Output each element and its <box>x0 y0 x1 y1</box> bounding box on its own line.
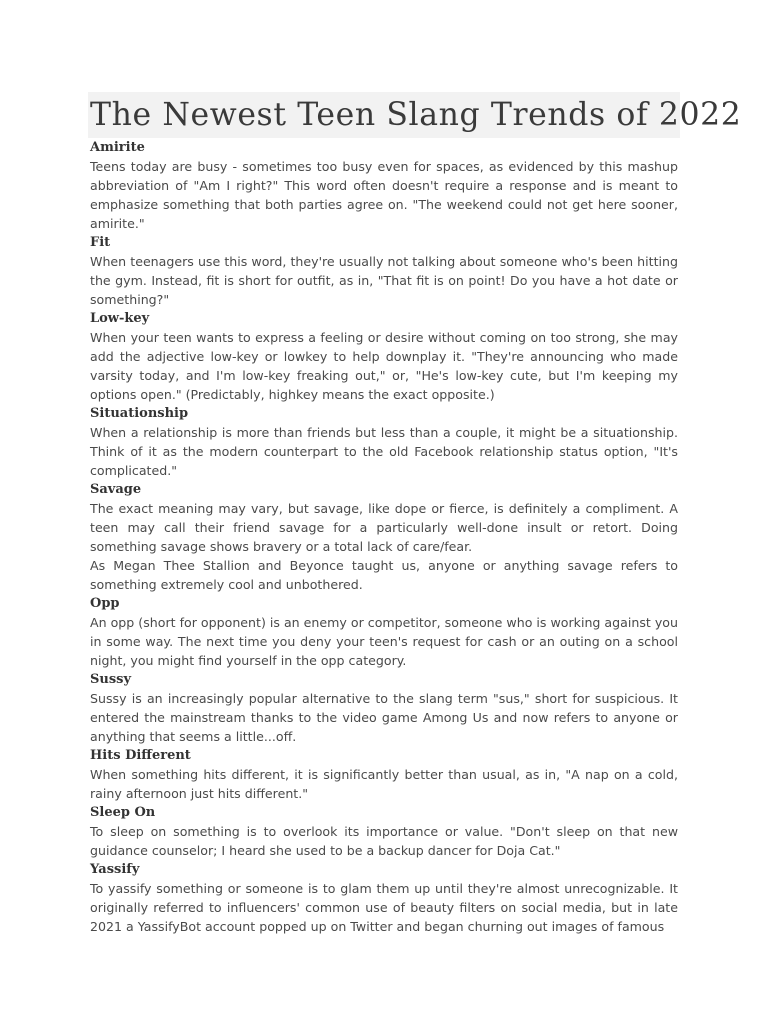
slang-definition-paragraph: The exact meaning may vary, but savage, like dope or fierce, is definitely a compliment. A teen may call their friend savage for a particularly well-done insult or retort. Doing something savage shows bravery or a total lack of care/fear. <box>90 501 678 554</box>
slang-entry <box>90 594 678 670</box>
slang-definition-paragraph: When something hits different, it is significantly better than usual, as in, "A nap on a cold, rainy afternoon just hits different." <box>90 767 678 801</box>
slang-definition-paragraph: Sussy is an increasingly popular alternative to the slang term "sus," short for suspicious. It entered the mainstream thanks to the video game Among Us and now refers to anyone or anything that seems a little...off. <box>90 691 678 744</box>
slang-term-heading: Situationship <box>90 406 189 421</box>
slang-entry <box>90 803 678 860</box>
page-title: The Newest Teen Slang Trends of 2022 <box>90 97 742 133</box>
slang-definition-paragraph: To sleep on something is to overlook its importance or value. "Don't sleep on that new guidance counselor; I heard she used to be a backup dancer for Doja Cat." <box>90 824 678 858</box>
slang-entries <box>90 138 678 936</box>
title-bar <box>88 92 742 138</box>
slang-term-heading: Yassify <box>90 862 140 877</box>
slang-definition-paragraph: As Megan Thee Stallion and Beyonce taught us, anyone or anything savage refers to something extremely cool and unbothered. <box>90 558 678 592</box>
document-page <box>90 92 742 936</box>
slang-term-heading: Savage <box>90 482 142 497</box>
slang-entry <box>90 309 678 404</box>
slang-entry <box>90 138 678 233</box>
slang-term-heading: Opp <box>90 596 120 611</box>
slang-entry <box>90 746 678 803</box>
slang-definition-paragraph: When a relationship is more than friends but less than a couple, it might be a situationship. Think of it as the modern counterpart to the old Facebook relationship status option, "It's complicated." <box>90 425 678 478</box>
slang-entry <box>90 860 678 936</box>
slang-term-heading: Sleep On <box>90 805 156 820</box>
slang-definition-paragraph: When your teen wants to express a feeling or desire without coming on too strong, she may add the adjective low-key or lowkey to help downplay it. "They're announcing who made varsity today, and I'm low-key freaking out," or, "He's low-key cute, but I'm keeping my options open." (Predictably, highkey means the exact opposite.) <box>90 330 678 402</box>
slang-definition-paragraph: An opp (short for opponent) is an enemy or competitor, someone who is working against you in some way. The next time you deny your teen's request for cash or an outing on a school night, you might find yourself in the opp category. <box>90 615 678 668</box>
slang-entry <box>90 670 678 746</box>
slang-entry <box>90 233 678 309</box>
slang-term-heading: Sussy <box>90 672 132 687</box>
slang-entry <box>90 480 678 594</box>
slang-term-heading: Low-key <box>90 311 150 326</box>
slang-entry <box>90 404 678 480</box>
slang-definition-paragraph: When teenagers use this word, they're usually not talking about someone who's been hitting the gym. Instead, fit is short for outfit, as in, "That fit is on point! Do you have a hot date or something?" <box>90 254 678 307</box>
slang-definition-paragraph: Teens today are busy - sometimes too busy even for spaces, as evidenced by this mashup abbreviation of "Am I right?" This word often doesn't require a response and is meant to emphasize something that both parties agree on. "The weekend could not get here sooner, amirite." <box>90 159 678 231</box>
slang-definition-paragraph: To yassify something or someone is to glam them up until they're almost unrecognizable. It originally referred to influencers' common use of beauty filters on social media, but in late 2021 a YassifyBot account popped up on Twitter and began churning out images of famous <box>90 881 678 934</box>
slang-term-heading: Hits Different <box>90 748 191 763</box>
slang-term-heading: Amirite <box>90 140 145 155</box>
slang-term-heading: Fit <box>90 235 111 250</box>
